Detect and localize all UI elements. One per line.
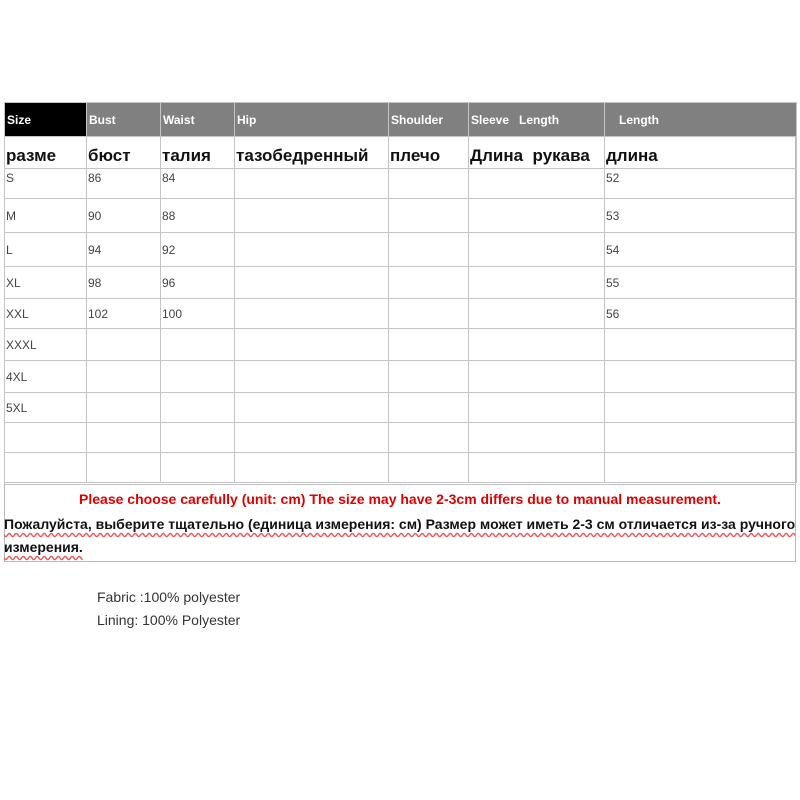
cell-waist: 84	[161, 169, 235, 199]
table-row	[5, 393, 797, 423]
cell-bust	[87, 329, 161, 361]
header-bust: Bust	[87, 103, 161, 137]
table-row	[5, 423, 797, 453]
cell-shoulder	[389, 423, 469, 453]
cell-sleeve-length	[469, 423, 605, 453]
cell-hip	[235, 423, 389, 453]
cell-size: XL	[5, 267, 87, 299]
cell-bust	[87, 423, 161, 453]
cell-length: 54	[605, 233, 797, 267]
cell-hip	[235, 233, 389, 267]
header-row-english	[5, 103, 797, 137]
cell-size: 4XL	[5, 361, 87, 393]
cell-sleeve-length	[469, 361, 605, 393]
cell-sleeve-length	[469, 199, 605, 233]
notice-russian: Пожалуйста, выберите тщательно (единица измерения: см) Размер может иметь 2-3 см отличается из-за ручного измерения.	[4, 516, 796, 555]
cell-length: 53	[605, 199, 797, 233]
cell-length: 55	[605, 267, 797, 299]
cell-waist: 100	[161, 299, 235, 329]
cell-sleeve-length	[469, 453, 605, 483]
cell-size: L	[5, 233, 87, 267]
header-ru-length: длина	[605, 137, 797, 169]
cell-bust	[87, 393, 161, 423]
cell-bust: 102	[87, 299, 161, 329]
cell-bust: 86	[87, 169, 161, 199]
cell-waist	[161, 329, 235, 361]
table-row	[5, 299, 797, 329]
table-row	[5, 169, 797, 199]
table-row	[5, 199, 797, 233]
cell-waist	[161, 393, 235, 423]
cell-bust: 98	[87, 267, 161, 299]
header-ru-hip: тазобедренный	[235, 137, 389, 169]
cell-size: 5XL	[5, 393, 87, 423]
cell-waist	[161, 423, 235, 453]
table-row	[5, 267, 797, 299]
table-row	[5, 453, 797, 483]
header-ru-sleeve-length: Длина рукава	[469, 137, 605, 169]
table-row	[5, 329, 797, 361]
cell-sleeve-length	[469, 299, 605, 329]
header-ru-shoulder: плечо	[389, 137, 469, 169]
cell-length: 56	[605, 299, 797, 329]
cell-hip	[235, 299, 389, 329]
cell-sleeve-length	[469, 267, 605, 299]
header-ru-bust: бюст	[87, 137, 161, 169]
cell-length	[605, 361, 797, 393]
cell-bust: 94	[87, 233, 161, 267]
header-ru-waist: талия	[161, 137, 235, 169]
header-waist: Waist	[161, 103, 235, 137]
cell-bust	[87, 453, 161, 483]
cell-shoulder	[389, 267, 469, 299]
cell-shoulder	[389, 393, 469, 423]
cell-hip	[235, 199, 389, 233]
measurement-notice	[4, 484, 796, 562]
cell-size: XXL	[5, 299, 87, 329]
cell-size: M	[5, 199, 87, 233]
cell-hip	[235, 393, 389, 423]
cell-waist	[161, 361, 235, 393]
cell-shoulder	[389, 329, 469, 361]
cell-waist: 88	[161, 199, 235, 233]
cell-length: 52	[605, 169, 797, 199]
cell-bust	[87, 361, 161, 393]
cell-sleeve-length	[469, 169, 605, 199]
fabric-info	[97, 586, 240, 632]
table-row	[5, 233, 797, 267]
size-chart-table	[4, 102, 797, 483]
cell-sleeve-length	[469, 393, 605, 423]
cell-size	[5, 453, 87, 483]
cell-shoulder	[389, 233, 469, 267]
header-length: Length	[605, 103, 797, 137]
header-sleeve-length: Sleeve Length	[469, 103, 605, 137]
header-hip: Hip	[235, 103, 389, 137]
cell-shoulder	[389, 169, 469, 199]
fabric-line: Fabric :100% polyester	[97, 589, 241, 605]
cell-hip	[235, 329, 389, 361]
header-row-russian	[5, 137, 797, 169]
cell-length	[605, 393, 797, 423]
cell-shoulder	[389, 199, 469, 233]
cell-shoulder	[389, 453, 469, 483]
cell-size	[5, 423, 87, 453]
cell-length	[605, 453, 797, 483]
cell-hip	[235, 267, 389, 299]
cell-bust: 90	[87, 199, 161, 233]
cell-length	[605, 423, 797, 453]
cell-waist: 92	[161, 233, 235, 267]
cell-hip	[235, 453, 389, 483]
lining-line: Lining: 100% Polyester	[97, 612, 241, 628]
cell-sleeve-length	[469, 233, 605, 267]
header-ru-size: разме	[5, 137, 87, 169]
cell-length	[605, 329, 797, 361]
header-size: Size	[5, 103, 87, 137]
cell-waist	[161, 453, 235, 483]
cell-waist: 96	[161, 267, 235, 299]
cell-hip	[235, 169, 389, 199]
header-shoulder: Shoulder	[389, 103, 469, 137]
cell-sleeve-length	[469, 329, 605, 361]
cell-shoulder	[389, 361, 469, 393]
cell-size: XXXL	[5, 329, 87, 361]
table-row	[5, 361, 797, 393]
cell-shoulder	[389, 299, 469, 329]
notice-english: Please choose carefully (unit: cm) The size may have 2-3cm differs due to manual measurement.	[79, 491, 721, 507]
cell-hip	[235, 361, 389, 393]
cell-size: S	[5, 169, 87, 199]
